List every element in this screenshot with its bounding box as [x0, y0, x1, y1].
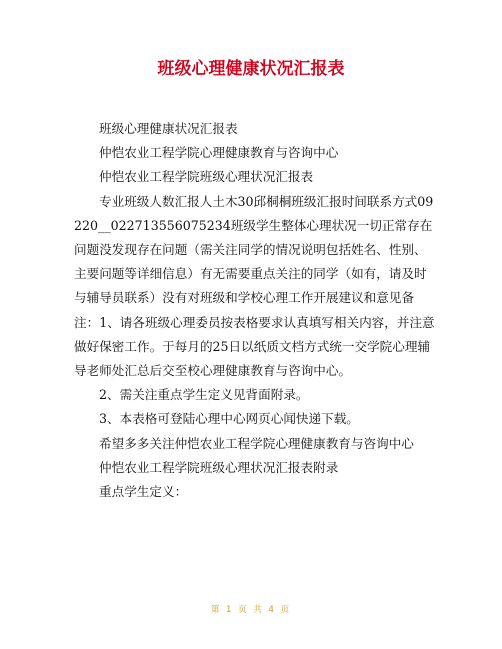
body-paragraph: 专业班级人数汇报人土木30邱桐桐班级汇报时间联系方式09220__022713556075234班级学生整体心理状况一切正常存在问题没发现存在问题（需关注同学的情况说明包括姓名、性别、主要问题等详细信息）有无需要重点关注的同学（如有，请及时与辅导员联系）没有对班级和学校心理工作开展建议和意见备注：1、请各班级心理委员按表格要求认真填写相关内容，并注意做好保密工作。于每月的25日以纸质文档方式统一交学院心理辅导老师处汇总后交至校心理健康教育与咨询中心。	[74, 193, 435, 379]
body-paragraph: 仲恺农业工程学院班级心理状况汇报表	[99, 169, 314, 185]
body-paragraph: 2、需关注重点学生定义见背面附录。	[99, 387, 309, 403]
document-body	[74, 117, 436, 504]
page-indicator: 第 1 页 共 4 页	[210, 605, 292, 615]
body-paragraph: 班级心理健康状况汇报表	[99, 121, 238, 136]
page-title: 班级心理健康状况汇报表	[157, 59, 345, 79]
body-paragraph: 3、本表格可登陆心理中心网页心闻快递下载。	[99, 411, 359, 427]
body-paragraph: 仲恺农业工程学院班级心理状况汇报表附录	[99, 459, 339, 475]
body-paragraph: 重点学生定义：	[99, 484, 188, 500]
body-paragraph: 仲恺农业工程学院心理健康教育与咨询中心	[99, 145, 339, 161]
body-paragraph: 希望多多关注仲恺农业工程学院心理健康教育与咨询中心	[99, 435, 414, 451]
